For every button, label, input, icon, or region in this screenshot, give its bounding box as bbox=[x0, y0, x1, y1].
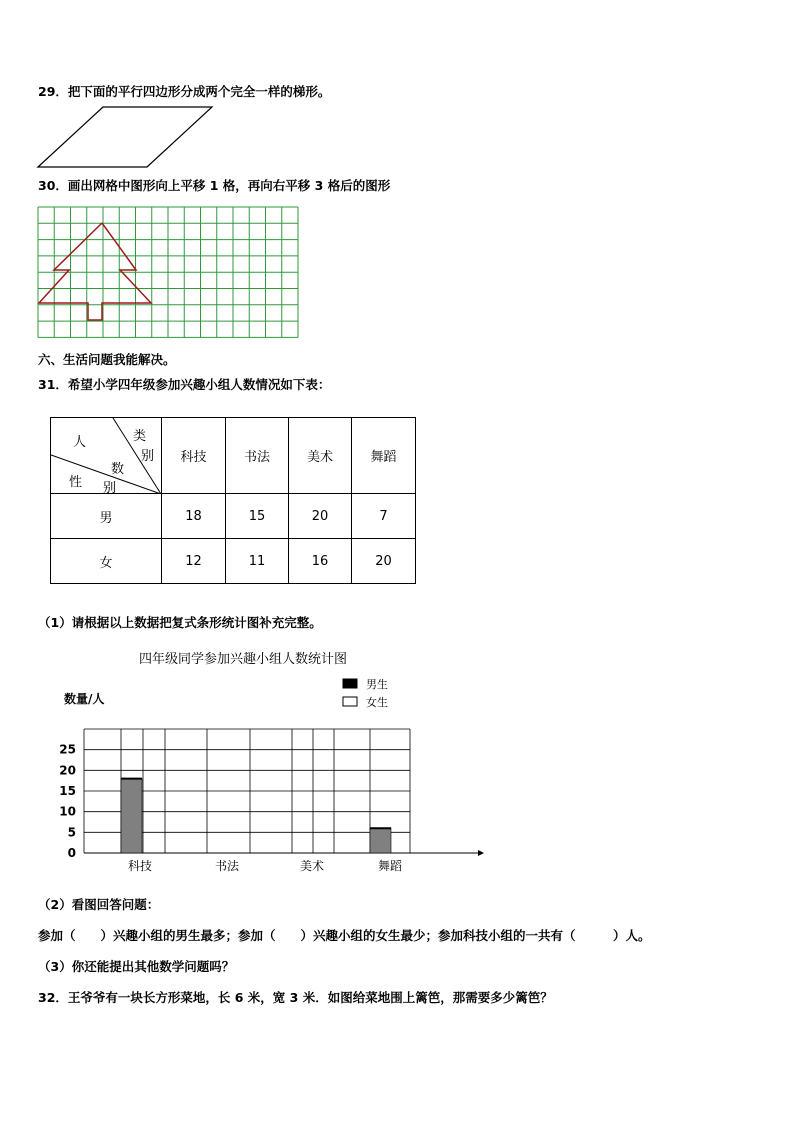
chart-title: 四年级同学参加兴趣小组人数统计图 bbox=[138, 652, 348, 667]
y-tick-label: 25 bbox=[59, 742, 76, 757]
section-6-heading: 六、生活问题我能解决。 bbox=[38, 352, 176, 367]
chart-plot bbox=[59, 729, 484, 873]
q31-part2-line: 参加（ ）兴趣小组的男生最多；参加（ ）兴趣小组的女生最少；参加科技小组的一共有（ ）人。 bbox=[38, 928, 651, 943]
y-tick-label: 10 bbox=[59, 804, 76, 819]
corner-lei: 类 bbox=[133, 429, 147, 444]
table-cell: 12 bbox=[162, 539, 226, 584]
x-tick-label: 科技 bbox=[127, 859, 153, 873]
legend-male-label: 男生 bbox=[366, 678, 388, 691]
bar-male bbox=[370, 828, 391, 853]
col-header: 书法 bbox=[226, 418, 289, 494]
bar-chart bbox=[40, 645, 490, 880]
x-tick-label: 美术 bbox=[299, 859, 325, 873]
row-label: 男 bbox=[51, 494, 162, 539]
y-tick-label: 5 bbox=[67, 825, 76, 840]
table-cell: 20 bbox=[352, 539, 416, 584]
question-31: 31．希望小学四年级参加兴趣小组人数情况如下表： bbox=[38, 377, 331, 392]
x-tick-label: 书法 bbox=[214, 859, 240, 873]
legend-male-swatch bbox=[343, 679, 357, 688]
table-cell: 15 bbox=[226, 494, 289, 539]
question-30: 30．画出网格中图形向上平移 1 格，再向右平移 3 格后的图形 bbox=[38, 178, 391, 193]
corner-xing: 性 bbox=[69, 475, 83, 490]
table-corner-cell bbox=[51, 418, 162, 494]
y-tick-label: 0 bbox=[67, 846, 76, 860]
legend-female-swatch bbox=[343, 697, 357, 706]
y-tick-label: 15 bbox=[59, 784, 76, 798]
col-header: 美术 bbox=[289, 418, 352, 494]
corner-ren: 人 bbox=[73, 435, 87, 450]
q31-part1: （1）请根据以上数据把复式条形统计图补充完整。 bbox=[38, 615, 322, 630]
table-cell: 11 bbox=[226, 539, 289, 584]
table-cell: 20 bbox=[289, 494, 352, 539]
chart-ylabel: 数量/人 bbox=[64, 692, 105, 706]
table-cell: 18 bbox=[162, 494, 226, 539]
table-cell: 16 bbox=[289, 539, 352, 584]
grid-lines bbox=[38, 207, 298, 337]
x-axis-arrow bbox=[478, 850, 484, 856]
table-cell: 7 bbox=[352, 494, 416, 539]
q31-part3: （3）你还能提出其他数学问题吗？ bbox=[38, 959, 235, 974]
q31-part2: （2）看图回答问题： bbox=[38, 897, 160, 912]
corner-bie1: 别 bbox=[141, 449, 155, 464]
question-29: 29．把下面的平行四边形分成两个完全一样的梯形。 bbox=[38, 84, 331, 99]
corner-bie2: 别 bbox=[103, 481, 117, 496]
grid-figure bbox=[37, 206, 303, 342]
tree-shape bbox=[39, 223, 151, 320]
corner-shu: 数 bbox=[111, 462, 125, 477]
col-header: 科技 bbox=[162, 418, 226, 494]
legend-female-label: 女生 bbox=[366, 696, 388, 709]
bar-male bbox=[121, 779, 142, 853]
x-tick-label: 舞蹈 bbox=[377, 859, 403, 873]
question-32: 32．王爷爷有一块长方形菜地，长 6 米，宽 3 米．如图给菜地围上篱笆，那需要多少篱笆？ bbox=[38, 990, 553, 1005]
y-tick-label: 20 bbox=[59, 763, 76, 778]
row-label: 女 bbox=[51, 539, 162, 584]
col-header: 舞蹈 bbox=[352, 418, 416, 494]
interest-group-table bbox=[50, 417, 416, 584]
parallelogram-figure bbox=[36, 104, 216, 170]
